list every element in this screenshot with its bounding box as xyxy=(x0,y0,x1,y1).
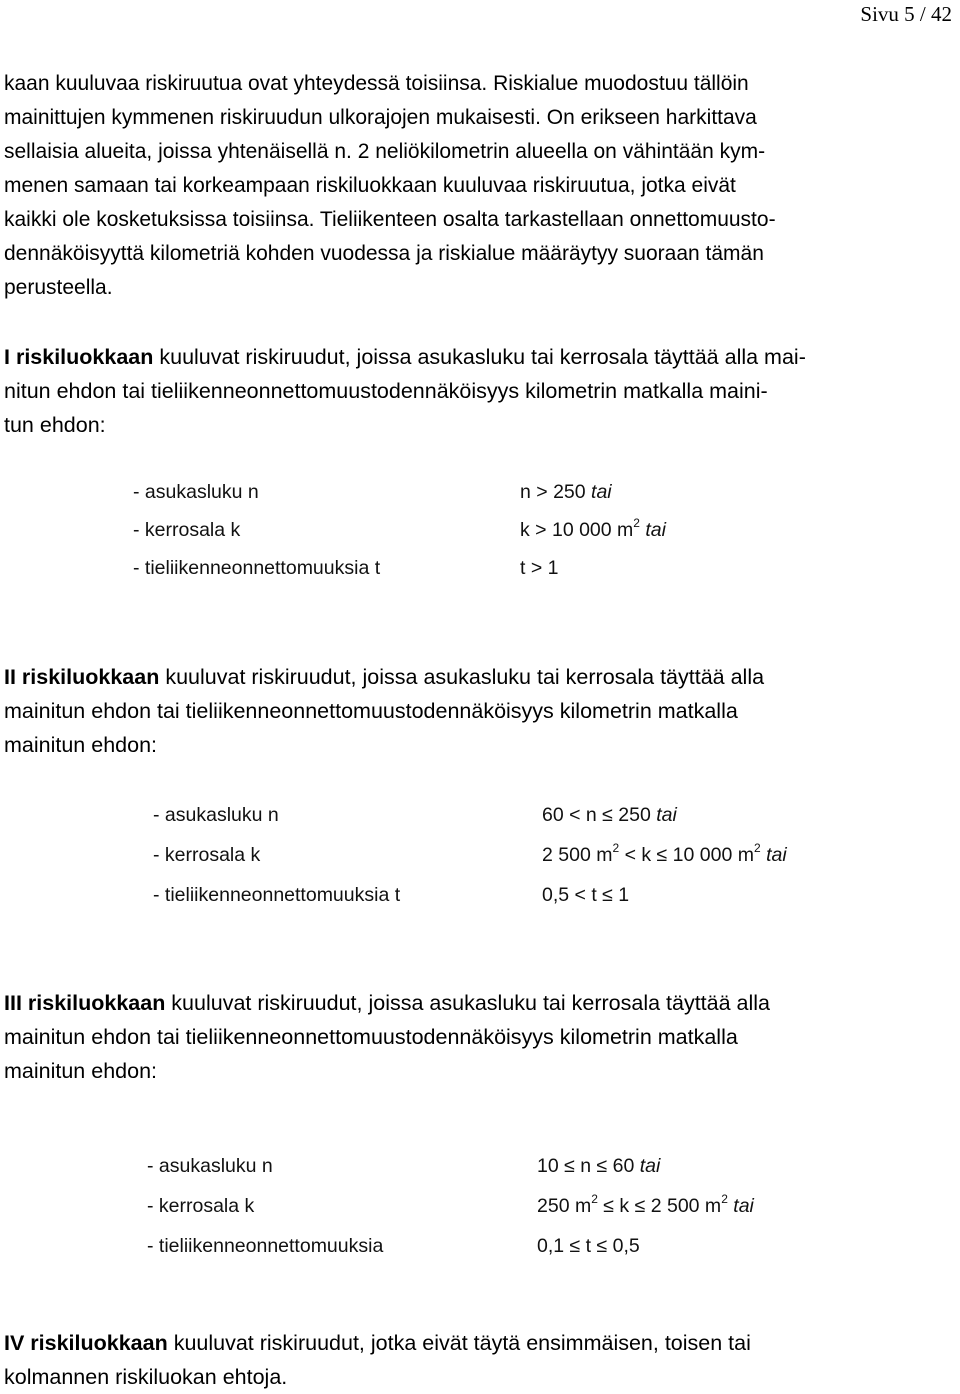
class2-heading: II riskiluokkaan xyxy=(4,665,160,689)
class3-line: kuuluvat riskiruudut, joissa asukasluku tai kerrosala täyttää alla xyxy=(165,991,771,1015)
intro-line: sellaisia alueita, joissa yhtenäisellä n. 2 neliökilometrin alueella on vähintään kym- xyxy=(4,140,766,163)
class3-criterion-label: - kerrosala k xyxy=(147,1195,255,1217)
class2-criterion-label: - tieliikenneonnettomuuksia t xyxy=(153,884,401,906)
class2-criterion-label: - kerrosala k xyxy=(153,844,261,866)
class1-criterion-label: - tieliikenneonnettomuuksia t xyxy=(133,557,381,579)
class3-criterion-condition: 10 ≤ n ≤ 60 tai xyxy=(537,1155,661,1177)
class4-paragraph xyxy=(4,1326,954,1394)
intro-line: menen samaan tai korkeampaan riskiluokkaan kuuluvaa riskiruutua, jotka eivät xyxy=(4,174,736,197)
class4-heading: IV riskiluokkaan xyxy=(4,1331,168,1355)
intro-line: perusteella. xyxy=(4,276,113,299)
class2-criterion-condition: 0,5 < t ≤ 1 xyxy=(542,884,630,906)
intro-line: mainittujen kymmenen riskiruudun ulkorajojen mukaisesti. On erikseen harkittava xyxy=(4,106,757,129)
class3-paragraph xyxy=(4,986,954,1088)
class4-line: kolmannen riskiluokan ehtoja. xyxy=(4,1365,288,1389)
class3-line: mainitun ehdon: xyxy=(4,1059,157,1083)
intro-line: dennäköisyyttä kilometriä kohden vuodessa ja riskialue määräytyy suoraan tämän xyxy=(4,242,764,265)
class1-criterion-condition: k > 10 000 $m^2$ tai xyxy=(520,515,666,541)
class1-line: kuuluvat riskiruudut, joissa asukasluku tai kerrosala täyttää alla mai- xyxy=(153,345,806,369)
class1-criterion-label: - kerrosala k xyxy=(133,519,241,541)
class3-criterion-condition: 250 $m^2 \le k \le 2$ 500 $m^2$ tai xyxy=(537,1191,754,1217)
class1-heading: I riskiluokkaan xyxy=(4,345,154,369)
class2-line: kuuluvat riskiruudut, joissa asukasluku tai kerrosala täyttää alla xyxy=(159,665,765,689)
class1-line: nitun ehdon tai tieliikenneonnettomuustodennäköisyys kilometrin matkalla maini- xyxy=(4,379,768,403)
class3-criterion-label: - asukasluku n xyxy=(147,1155,273,1177)
class3-line: mainitun ehdon tai tieliikenneonnettomuustodennäköisyys kilometrin matkalla xyxy=(4,1025,738,1049)
page-number: Sivu 5 / 42 xyxy=(860,2,952,26)
class3-criterion-condition: 0,1 ≤ t ≤ 0,5 xyxy=(537,1235,640,1257)
class1-criterion-label: - asukasluku n xyxy=(133,481,259,503)
intro-line: kaikki ole kosketuksissa toisiinsa. Tieliikenteen osalta tarkastellaan onnettomuusto- xyxy=(4,208,776,231)
class1-line: tun ehdon: xyxy=(4,413,106,437)
class3-heading: III riskiluokkaan xyxy=(4,991,166,1015)
class2-criterion-condition: 60 < n ≤ 250 tai xyxy=(542,804,677,826)
class3-criterion-label: - tieliikenneonnettomuuksia xyxy=(147,1235,384,1257)
class2-criterion-condition: 2 500 $m^2 < k \le 10$ 000 $m^2$ tai xyxy=(542,840,787,866)
class1-paragraph xyxy=(4,340,954,442)
class2-paragraph xyxy=(4,660,954,762)
class4-line: kuuluvat riskiruudut, jotka eivät täytä ensimmäisen, toisen tai xyxy=(167,1331,751,1355)
class1-criterion-condition: n > 250 tai xyxy=(520,481,612,503)
class1-criterion-condition: t > 1 xyxy=(520,557,559,579)
class2-line: mainitun ehdon tai tieliikenneonnettomuustodennäköisyys kilometrin matkalla xyxy=(4,699,738,723)
intro-paragraph xyxy=(4,67,954,305)
class2-line: mainitun ehdon: xyxy=(4,733,157,757)
class2-criterion-label: - asukasluku n xyxy=(153,804,279,826)
intro-line: kaan kuuluvaa riskiruutua ovat yhteydessä toisiinsa. Riskialue muodostuu tällöin xyxy=(4,72,749,95)
